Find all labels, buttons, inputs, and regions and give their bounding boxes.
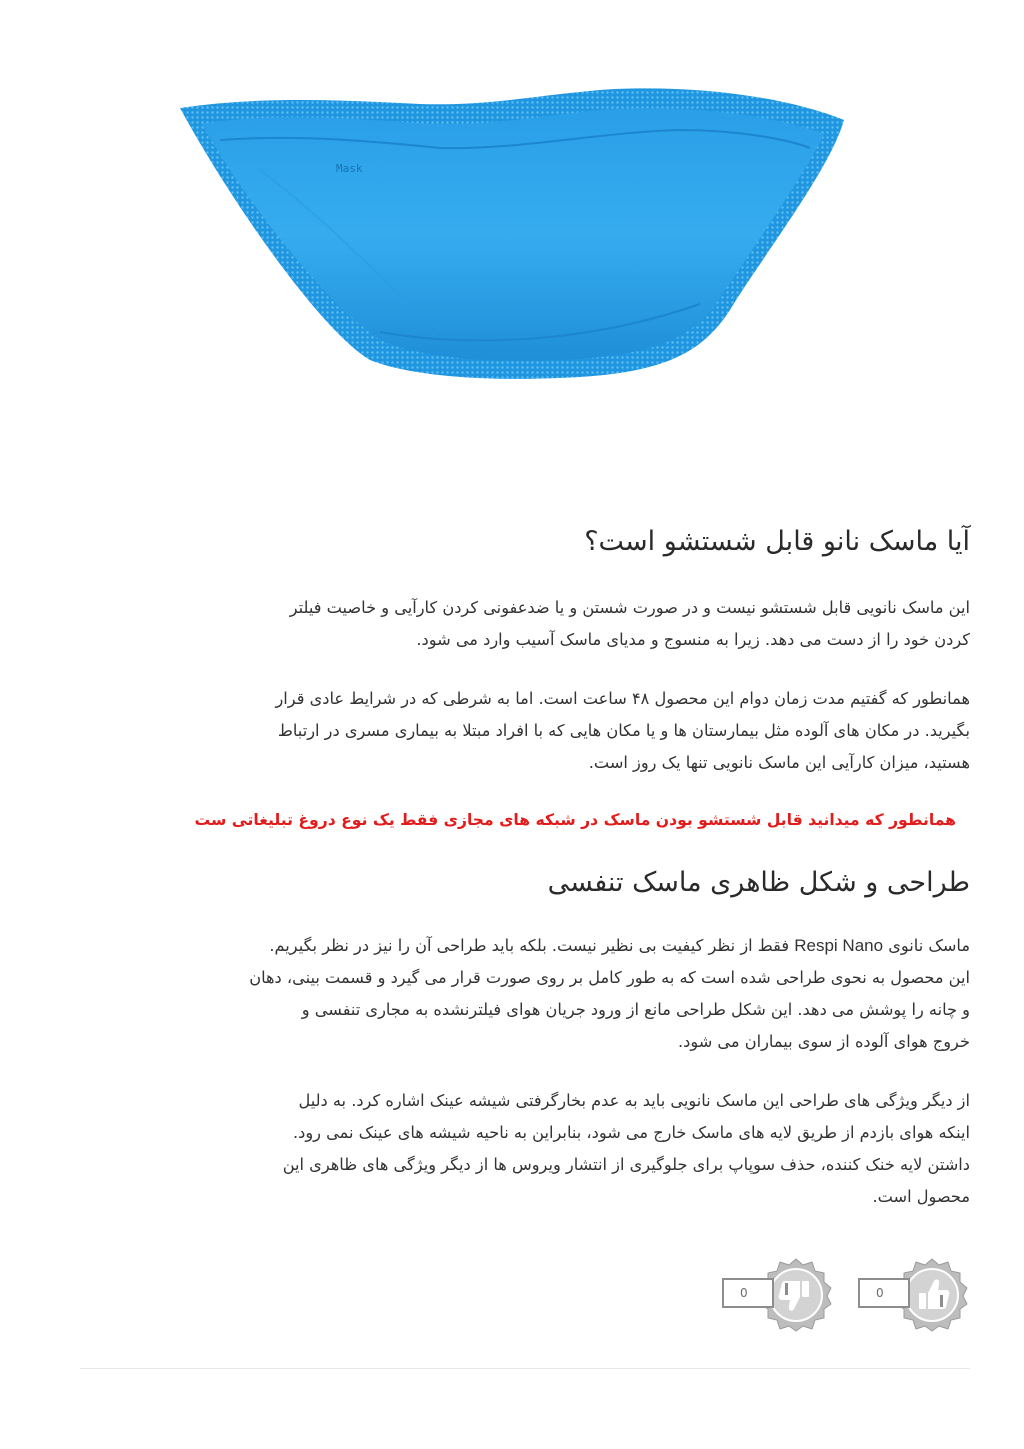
dislike-vote (722, 1257, 834, 1333)
heading-washable: آیا ماسک نانو قابل شستشو است؟ (584, 526, 970, 557)
vote-bar (710, 1257, 970, 1333)
paragraph-washable-1: این ماسک نانویی قابل شستشو نیست و در صورت شستن و یا ضدعفونی کردن کارآیی و خاصیت فیلتر کردن خود را از دست می دهد. زیرا به منسوج و مدیای ماسک آسیب وارد می شود. (289, 598, 970, 649)
dislike-count: 0 (722, 1278, 774, 1308)
paragraph-washable-2: همانطور که گفتیم مدت زمان دوام این محصول ۴۸ ساعت است. اما به شرطی که در شرایط عادی قرار بگیرید. در مکان های آلوده مثل بیمارستان ها و یا مکان هایی که با افراد مبتلا به بیماری مسری در ارتباط هستید، میزان کارآیی این ماسک نانویی تنها یک روز است. (275, 689, 970, 772)
brand-name: Respi Nano (794, 936, 884, 955)
like-count: 0 (858, 1278, 910, 1308)
mask-brand-text: Mask (336, 162, 363, 175)
paragraph-design-2: از دیگر ویژگی های طراحی این ماسک نانویی باید به عدم بخارگرفتی شیشه عینک اشاره کرد. به دلیل اینکه هوای بازدم از طریق لایه های ماسک خارج می شود، بنابراین به ناحیه شیشه های عینک نمی رود. داشتن لایه خنک کننده، حذف سوپاپ برای جلوگیری از انتشار ویروس ها از دیگر ویژگی های ظاهری این محصول است. (282, 1091, 970, 1206)
heading-design: طراحی و شکل ظاهری ماسک تنفسی (547, 867, 970, 898)
paragraph-design-1: ماسک نانوی Respi Nano فقط از نظر کیفیت بی نظیر نیست. بلکه باید طراحی آن را نیز در نظر بگیریم. این محصول به نحوی طراحی شده است که به طور کامل بر روی صورت قرار می گیرد و قسمت بینی، دهان و چانه را پوشش می دهد. این شکل طراحی مانع از ورود جریان هوای فیلترنشده به مجاری تنفسی و خروج هوای آلوده از سوی بیماران می شود. (249, 936, 970, 1051)
like-vote (858, 1257, 970, 1333)
footer-divider (80, 1368, 970, 1369)
product-image (140, 60, 880, 440)
alert-text: همانطور که میدانید قابل شستشو بودن ماسک در شبکه های مجازی فقط یک نوع دروغ تبلیغاتی ست (194, 811, 956, 829)
